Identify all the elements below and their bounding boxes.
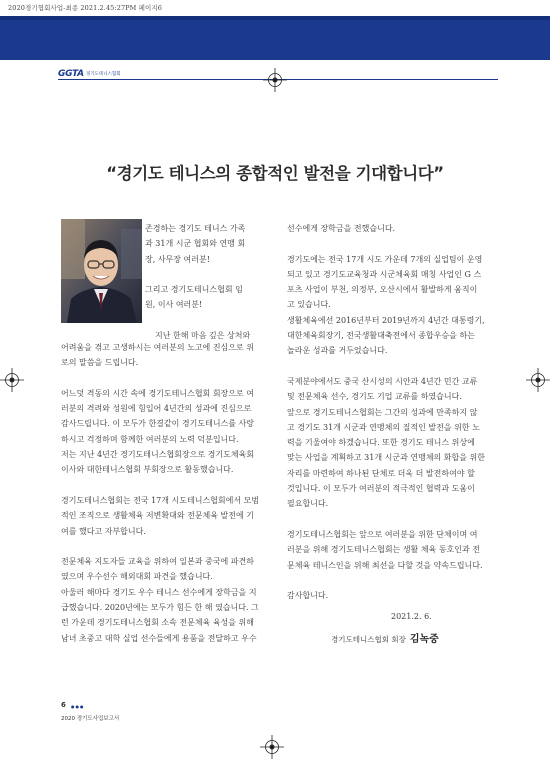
signer-name: 김녹중 — [409, 634, 439, 645]
letter-line: 고 있습니다. — [287, 300, 331, 310]
letter-line: 력을 기울여야 하겠습니다. 또한 경기도 테니스 위상에 — [287, 438, 475, 448]
print-slug: 2020경기협회사업-최종 2021.2.45:27PM 페이지6 — [8, 4, 162, 12]
letter-line: 적인 조직으로 생활체육 저변확대와 전문체육 발전에 기 — [61, 511, 254, 521]
letter-line: 하시고 걱정하며 함께한 여러분의 노력 덕분입니다. — [61, 434, 239, 444]
logo-text: 경기도테니스협회 — [85, 72, 121, 77]
letter-line: 러분을 위해 경기도테니스협회는 생활 체육 동호인과 전 — [287, 545, 480, 555]
letter-line: 자리를 마련하여 하나된 단체로 더욱 더 발전하여야 할 — [287, 468, 475, 478]
letter-line: 포츠 사업이 부천, 의정부, 오산시에서 활발하게 움직이 — [287, 285, 478, 295]
header-band — [0, 16, 550, 60]
letter-line: 전문체육 지도자들 교육을 위하여 일본과 중국에 파견하 — [61, 557, 254, 567]
letter-line: 급했습니다. 2020년에는 모두가 힘든 한 해 였습니다. 그 — [61, 603, 259, 613]
letter-line: 아울러 해마다 경기도 우수 테니스 선수에게 장학금을 지 — [61, 587, 257, 597]
registration-mark-icon — [0, 368, 24, 392]
letter-line: 러분의 격려와 성원에 힘입어 4년간의 성과에 진심으로 — [61, 404, 252, 414]
letter-line: 저는 지난 4년간 경기도테니스협회장으로 경기도체육회 — [61, 450, 255, 460]
letter-line: 및 전문체육 선수, 경기도 기업 교류를 하였습니다. — [287, 392, 462, 402]
president-photo — [61, 219, 142, 323]
letter-line: 존경하는 경기도 테니스 가족 — [145, 224, 246, 233]
letter-line: 원, 이사 여러분! — [145, 300, 203, 310]
letter-line: 고 경기도 31개 시군과 연맹체의 질적인 발전을 위한 노 — [287, 422, 480, 432]
signature-line — [331, 630, 439, 645]
letter-line: 것입니다. 이 모두가 여러분의 적극적인 협력과 도움이 — [287, 484, 475, 494]
association-logo — [58, 69, 121, 79]
letter-line: 런 가운데 경기도테니스협회 소속 전문체육 육성을 위해 — [61, 618, 254, 628]
letter-date: 2021.2. 6. — [391, 612, 432, 621]
letter-line: 필요합니다. — [287, 499, 329, 509]
letter-line: 어느덧 격동의 시간 속에 경기도테니스협회 회장으로 여 — [61, 388, 254, 398]
page-title: “경기도 테니스의 종합적인 발전을 기대합니다” — [106, 164, 444, 183]
registration-mark-icon — [526, 368, 550, 392]
letter-line: 국제분야에서도 중국 산시성의 시안과 4년간 민간 교류 — [287, 376, 478, 386]
letter-line: 감사합니다. — [287, 591, 329, 601]
letter-column-right — [287, 221, 502, 603]
logo-mark: GGTA — [58, 69, 84, 79]
registration-mark-icon — [260, 735, 284, 759]
letter-line: 남녀 초중고 대학 실업 선수들에게 용품을 전달하고 우수 — [61, 633, 257, 643]
letter-line: 되고 있고 경기도교육청과 시군체육회 매칭 사업인 G 스 — [287, 269, 482, 279]
letter-column-left — [61, 340, 276, 646]
letter-line: 로의 말씀을 드립니다. — [61, 358, 139, 368]
letter-line: 경기도테니스협회는 전국 17개 시도테니스협회에서 모범 — [61, 495, 260, 505]
letter-line: 놀라운 성과를 거두었습니다. — [287, 346, 388, 356]
footer-title: 2020 경기도사업보고서 — [61, 716, 120, 722]
letter-column-intro — [145, 221, 275, 343]
letter-line: 문체육 테니스인을 위해 최선을 다할 것을 약속드립니다. — [287, 560, 483, 570]
letter-line: 경기도에는 전국 17개 시도 가운데 7개의 실업팀이 운영 — [287, 254, 483, 264]
letter-line: 감사드립니다. 이 모두가 한결같이 경기도테니스를 사랑 — [61, 419, 254, 429]
letter-line: 앞으로 경기도테니스협회는 그간의 성과에 만족하지 않 — [287, 407, 478, 417]
letter-line: 어려움을 겪고 고생하시는 여러분의 노고에 진심으로 위 — [61, 343, 254, 352]
letter-line: 과 31개 시군 협회와 연맹 회 — [145, 239, 246, 249]
letter-line: 였으며 우수선수 해외대회 파견을 했습니다. — [61, 572, 213, 582]
letter-line: 장, 사무장 여러분! — [145, 254, 210, 264]
letter-line: 여를 했다고 자부합니다. — [61, 526, 146, 536]
letter-line: 대한체육회장기, 전국생활대축전에서 종합우승을 하는 — [287, 331, 475, 341]
letter-line: 맞는 사업을 계획하고 31개 시군과 연맹체의 화합을 위한 — [287, 453, 485, 463]
registration-mark-icon — [263, 68, 287, 92]
letter-line: 그리고 경기도테니스협회 임 — [145, 285, 243, 295]
letter-line: 생활체육에선 2016년부터 2019년까지 4년간 대통령기, — [287, 315, 485, 325]
signer-title: 경기도테니스협회 회장 — [331, 635, 406, 644]
letter-line: 선수에게 장학금을 전했습니다. — [287, 224, 396, 233]
letter-line: 이사와 대한테니스협회 부회장으로 활동했습니다. — [61, 465, 234, 475]
letter-line: 지난 한해 마음 깊은 상처와 — [155, 331, 251, 341]
page-dots: ●●● — [71, 704, 85, 709]
page-number: 6 — [61, 701, 66, 709]
letter-line: 경기도테니스협회는 앞으로 여러분을 위한 단체이며 여 — [287, 529, 478, 539]
